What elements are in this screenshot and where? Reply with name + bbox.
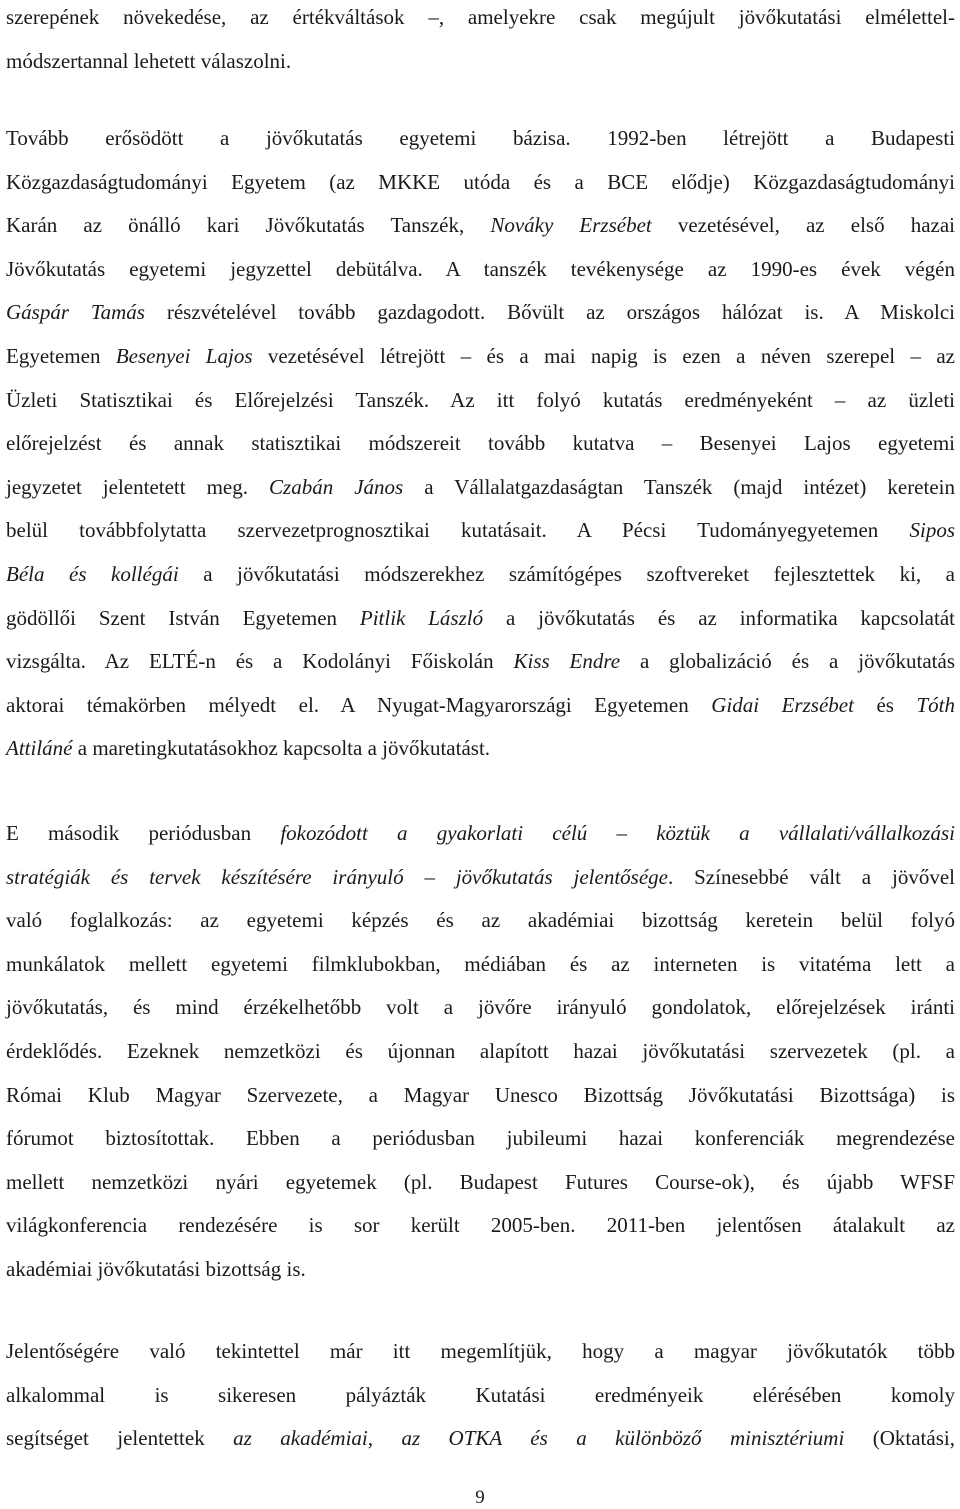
paragraph-4: [6, 1330, 955, 1461]
text-run: jegyzetet jelentetett meg.: [6, 474, 270, 499]
text-run: aktorai témakörben mélyedt el. A Nyugat-Magyarországi Egyetemen: [6, 692, 712, 717]
emphasis: fokozódott a gyakorlati célú – köztük a vállalati/vállalkozási: [280, 821, 955, 845]
text-run: (Oktatási,: [844, 1426, 955, 1451]
text-run: gödöllői Szent István Egyetemen: [6, 605, 360, 630]
text-line: Tovább erősödött a jövőkutatás egyetemi bázisa. 1992-ben létrejött a Budapesti: [6, 126, 955, 150]
text-run: E második periódusban: [6, 821, 281, 845]
text-run: a jövőkutatási módszerekhez számítógépes szoftvereket fejlesztettek ki, a: [178, 561, 956, 586]
text-run: részvételével tovább gazdagodott. Bővült az országos hálózat is. A Miskolci: [144, 300, 955, 325]
text-run: Egyetemen: [6, 343, 116, 368]
text-line: mellett nemzetközi nyári egyetemek (pl. Budapest Futures Course-ok), és újabb WFSF: [6, 1169, 955, 1194]
text-line: szerepének növekedése, az értékváltások –, amelyekre csak megújult jövőkutatási elmélettel-: [6, 5, 955, 29]
text-line: alkalommal is sikeresen pályázták Kutatási eredményeik elérésében komoly: [6, 1382, 955, 1407]
text-line: módszertannal lehetett válaszolni.: [6, 48, 292, 73]
text-line: jövőkutatás, és mind érzékelhetőbb volt a jövőre irányuló gondolatok, előrejelzések iránti: [6, 995, 955, 1020]
text-line: [6, 1417, 955, 1461]
person-name: Sipos: [909, 518, 955, 543]
person-name: Gáspár Tamás: [6, 300, 145, 325]
person-name: Kiss Endre: [513, 649, 621, 674]
person-name: Nováky Erzsébet: [490, 213, 652, 238]
text-line: [6, 204, 955, 248]
text-run: belül továbbfolytatta szervezetprognosztikai kutatásait. A Pécsi Tudományegyetemen: [6, 518, 910, 543]
text-line: [6, 291, 955, 335]
person-name: Pitlik László: [359, 605, 484, 630]
text-line: fórumot biztosítottak. Ebben a periódusban jubileumi hazai konferenciák megrendezése: [6, 1126, 955, 1151]
emphasis: az akadémiai, az OTKA és a különböző minisztériumi: [233, 1426, 845, 1451]
text-line: [6, 812, 955, 856]
text-run: Karán az önálló kari Jövőkutatás Tanszék,: [6, 213, 491, 238]
page-number: 9: [475, 1487, 485, 1508]
text-line: [6, 727, 955, 771]
text-run: vezetésével létrejött – és a mai napig is ezen a néven szerepel – az: [252, 343, 955, 368]
text-line: [6, 597, 955, 641]
text-line: akadémiai jövőkutatási bizottság is.: [6, 1256, 306, 1281]
text-line: érdeklődés. Ezeknek nemzetközi és újonnan alapított hazai jövőkutatási szervezetek (pl. a: [6, 1038, 955, 1063]
paragraph-1: [6, 0, 955, 83]
text-line: előrejelzést és annak statisztikai módszereit tovább kutatva – Besenyei Lajos egyetemi: [6, 431, 955, 456]
text-line: [6, 640, 955, 684]
text-line: [6, 335, 955, 379]
person-name: Attiláné: [6, 736, 73, 761]
text-line: [6, 466, 955, 510]
text-run: a maretingkutatásokhoz kapcsolta a jövőkutatást.: [72, 736, 491, 761]
text-line: Római Klub Magyar Szervezete, a Magyar Unesco Bizottság Jövőkutatási Bizottsága) is: [6, 1082, 955, 1107]
person-name: Czabán János: [269, 474, 404, 499]
text-run: segítséget jelentettek: [6, 1426, 234, 1451]
text-line: Jelentőségére való tekintettel már itt megemlítjük, hogy a magyar jövőkutatók több: [6, 1339, 955, 1363]
paragraph-3: [6, 812, 955, 1292]
text-line: való foglalkozás: az egyetemi képzés és az akadémiai bizottság keretein belül folyó: [6, 908, 955, 933]
person-name: Besenyei Lajos: [115, 343, 253, 368]
text-run: a Vállalatgazdaságtan Tanszék (majd intézet) keretein: [403, 474, 955, 499]
text-line: [6, 509, 955, 553]
text-run: és: [853, 692, 917, 717]
text-line: Közgazdaságtudományi Egyetem (az MKKE utóda és a BCE elődje) Közgazdaságtudományi: [6, 169, 955, 194]
text-run: vizsgálta. Az ELTÉ-n és a Kodolányi Főiskolán: [6, 649, 514, 674]
person-name: Gidai Erzsébet: [711, 692, 854, 717]
person-name: Tóth: [916, 692, 955, 717]
paragraph-2: [6, 117, 955, 771]
text-line: [6, 553, 955, 597]
text-line: világkonferencia rendezésére is sor került 2005-ben. 2011-ben jelentősen átalakult az: [6, 1213, 955, 1238]
text-line: [6, 856, 955, 900]
text-run: a jövőkutatás és az informatika kapcsolatát: [483, 605, 955, 630]
text-line: Jövőkutatás egyetemi jegyzettel debütálva. A tanszék tevékenysége az 1990-es évek végén: [6, 256, 955, 281]
text-line: [6, 684, 955, 728]
text-run: . Színesebbé vált a jövővel: [667, 864, 955, 889]
emphasis: stratégiák és tervek készítésére irányuló – jövőkutatás jelentősége: [6, 864, 668, 889]
person-name: Béla és kollégái: [6, 561, 179, 586]
text-run: vezetésével, az első hazai: [651, 213, 955, 238]
text-line: munkálatok mellett egyetemi filmklubokban, médiában és az interneten is vitatéma lett a: [6, 951, 955, 976]
text-line: Üzleti Statisztikai és Előrejelzési Tanszék. Az itt folyó kutatás eredményeként – az üzleti: [6, 387, 955, 412]
text-run: a globalizáció és a jövőkutatás: [620, 649, 956, 674]
